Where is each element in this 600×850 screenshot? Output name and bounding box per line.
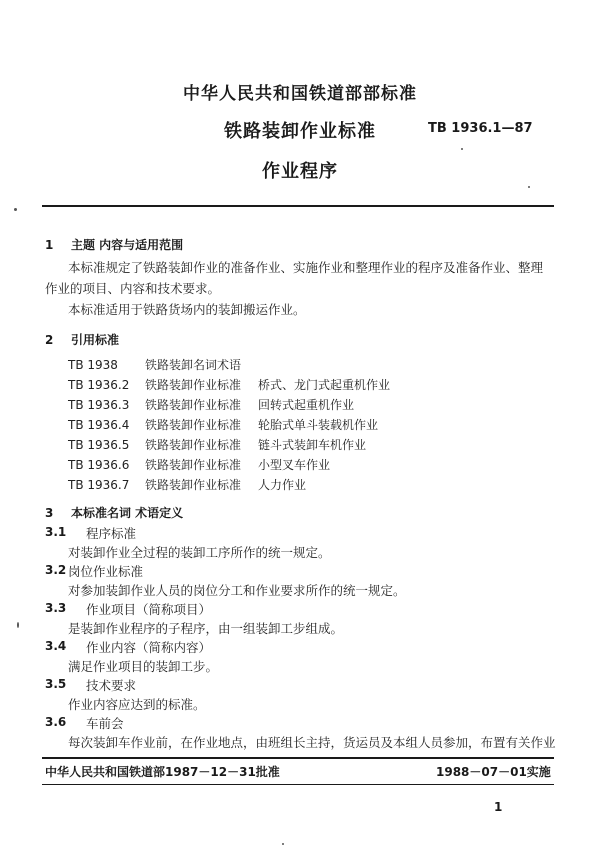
footer-bottom-divider (42, 784, 554, 785)
section-title: 主题 内容与适用范围 (71, 238, 184, 252)
term-title: 岗位作业标准 (68, 564, 144, 579)
term-title: 技术要求 (86, 678, 137, 693)
section-number: 1 (45, 238, 54, 252)
reference-subtitle: 小型叉车作业 (258, 458, 331, 472)
paragraph-line: 本标准适用于铁路货场内的装卸搬运作业。 (68, 302, 306, 317)
term-number: 3.2 (45, 563, 67, 577)
reference-row (68, 356, 241, 373)
scan-speck (17, 622, 19, 628)
reference-title: 铁路装卸作业标准 (145, 378, 242, 392)
reference-title: 铁路装卸作业标准 (145, 478, 242, 492)
term-definition: 满足作业项目的装卸工步。 (68, 659, 219, 674)
reference-code: TB 1936.3 (68, 398, 130, 412)
term-definition: 对装卸作业全过程的装卸工序所作的统一规定。 (68, 545, 331, 560)
reference-code: TB 1938 (68, 358, 118, 372)
term-title: 作业项目（简称项目） (86, 602, 212, 617)
term-definition: 对参加装卸作业人员的岗位分工和作业要求所作的统一规定。 (68, 583, 406, 598)
reference-title: 铁路装卸作业标准 (145, 418, 242, 432)
reference-code: TB 1936.6 (68, 458, 130, 472)
reference-row (68, 396, 354, 413)
footer-divider (42, 757, 554, 759)
section-title: 引用标准 (71, 333, 120, 347)
term-title: 作业内容（简称内容） (86, 640, 212, 655)
authority-title: 中华人民共和国铁道部部标准 (183, 84, 417, 104)
term-definition: 是装卸作业程序的子程序，由一组装卸工步组成。 (68, 621, 344, 636)
reference-subtitle: 桥式、龙门式起重机作业 (258, 378, 391, 392)
page-number: 1 (494, 800, 503, 814)
section-1-heading (45, 236, 183, 253)
reference-title: 铁路装卸作业标准 (145, 458, 242, 472)
term-number: 3.3 (45, 601, 67, 615)
header-divider (42, 205, 554, 207)
reference-code: TB 1936.5 (68, 438, 130, 452)
approval-note: 中华人民共和国铁道部1987－12－31批准 (45, 765, 280, 779)
term-definition: 作业内容应达到的标准。 (68, 697, 206, 712)
scan-speck (282, 843, 284, 845)
paragraph-line: 作业的项目、内容和技术要求。 (45, 281, 221, 296)
term-number: 3.4 (45, 639, 67, 653)
reference-code: TB 1936.2 (68, 378, 130, 392)
term-definition: 每次装卸车作业前，在作业地点，由班组长主持，货运员及本组人员参加，布置有关作业 (68, 735, 556, 750)
document-title: 铁路装卸作业标准 (224, 121, 376, 142)
scan-speck (14, 208, 17, 211)
reference-row (68, 376, 390, 393)
reference-row (68, 456, 330, 473)
effective-date: 1988－07－01实施 (436, 765, 551, 779)
section-3-heading (45, 504, 183, 521)
reference-code: TB 1936.4 (68, 418, 130, 432)
reference-title: 铁路装卸名词术语 (145, 358, 242, 372)
term-title: 车前会 (86, 716, 124, 731)
term-number: 3.1 (45, 525, 67, 539)
reference-subtitle: 链斗式装卸车机作业 (258, 438, 367, 452)
reference-subtitle: 人力作业 (258, 478, 307, 492)
scan-speck (528, 186, 530, 188)
reference-row (68, 416, 378, 433)
section-number: 3 (45, 506, 54, 520)
reference-code: TB 1936.7 (68, 478, 130, 492)
paragraph-line: 本标准规定了铁路装卸作业的准备作业、实施作业和整理作业的程序及准备作业、整理 (68, 260, 544, 275)
reference-title: 铁路装卸作业标准 (145, 398, 242, 412)
reference-subtitle: 轮胎式单斗装载机作业 (258, 418, 379, 432)
document-subtitle: 作业程序 (262, 161, 338, 182)
section-number: 2 (45, 333, 54, 347)
section-title: 本标准名词 术语定义 (71, 506, 184, 520)
reference-row (68, 476, 306, 493)
scan-speck (461, 148, 463, 150)
term-number: 3.6 (45, 715, 67, 729)
term-number: 3.5 (45, 677, 67, 691)
reference-title: 铁路装卸作业标准 (145, 438, 242, 452)
term-title: 程序标准 (86, 526, 137, 541)
reference-subtitle: 回转式起重机作业 (258, 398, 355, 412)
reference-row (68, 436, 366, 453)
section-2-heading (45, 331, 119, 348)
standard-code: TB 1936.1—87 (428, 121, 533, 136)
